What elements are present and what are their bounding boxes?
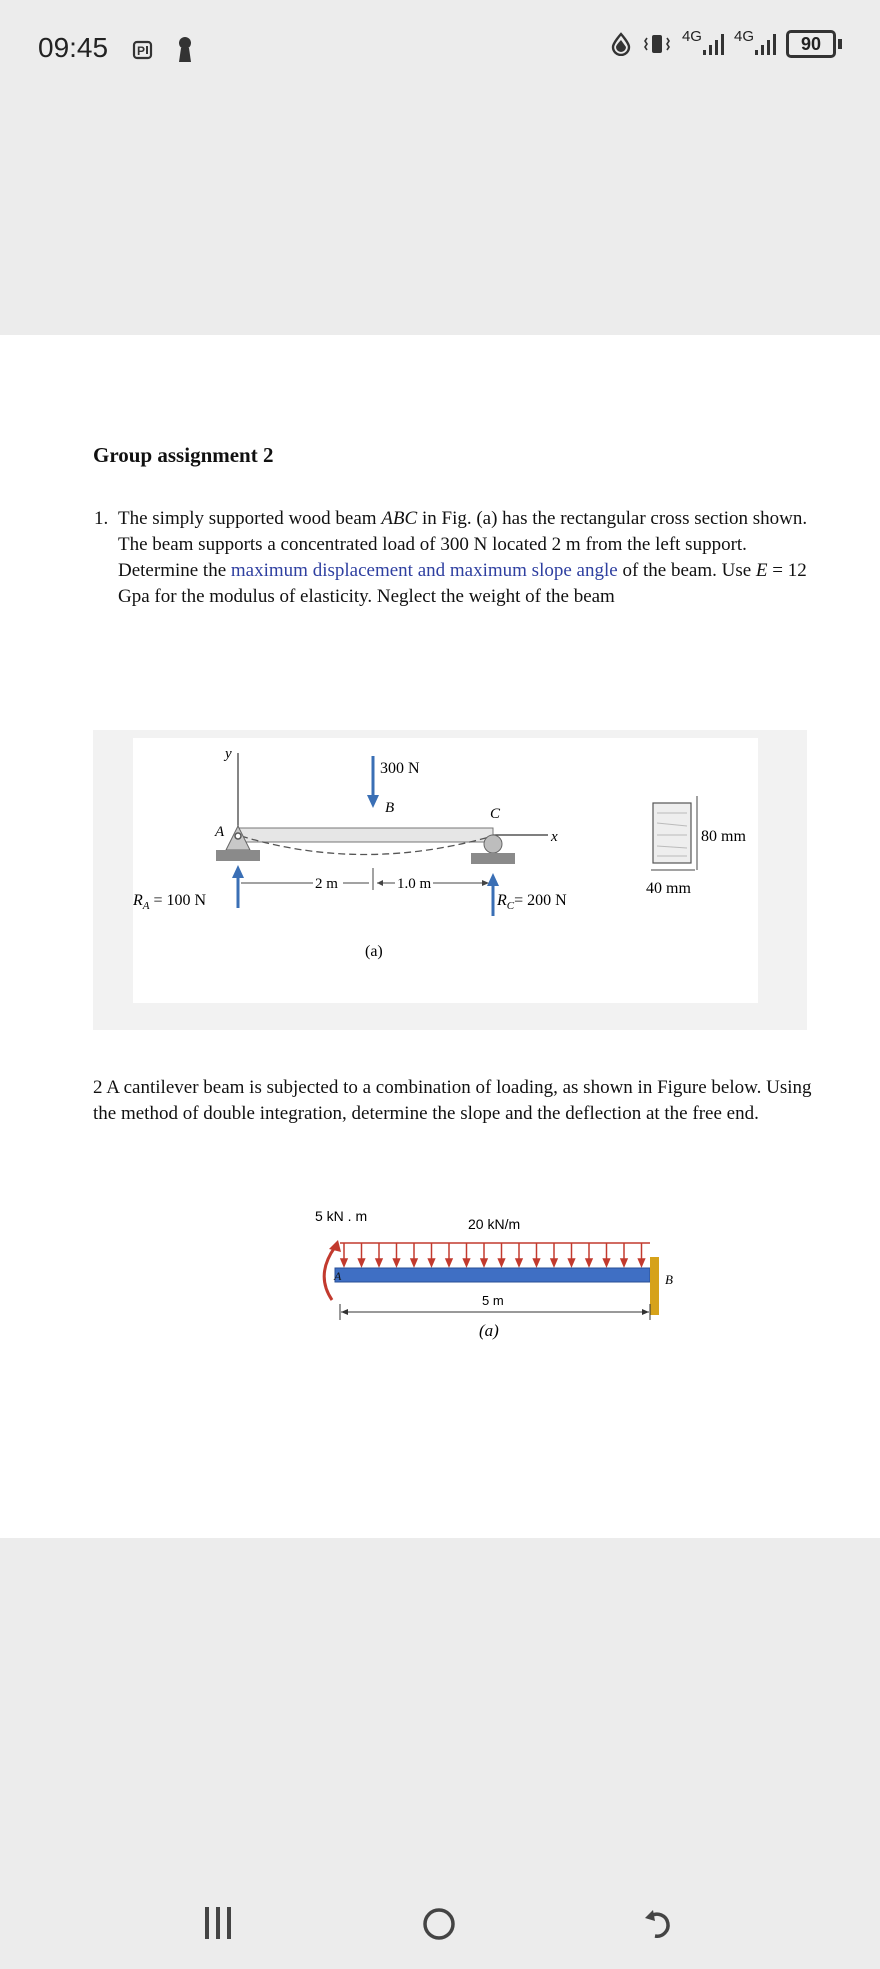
- network-type-2: 4G: [733, 27, 754, 45]
- q1-highlight: maximum displacement and maximum slope angle: [230, 560, 618, 581]
- navigation-bar: [0, 1875, 880, 1969]
- back-icon[interactable]: [643, 1906, 679, 1942]
- question-1: [94, 506, 808, 610]
- dim-left-label: 2 m: [315, 876, 338, 892]
- width-label: 40 mm: [646, 880, 691, 897]
- svg-text:P: P: [137, 44, 146, 58]
- document-page[interactable]: [0, 335, 880, 1538]
- label-c: C: [490, 806, 501, 822]
- q1-text-2: in Fig. (a) has the rectangular cross section shown. The beam supports a concentrated load of 300 N located 2 m from the left support.: [118, 508, 808, 555]
- distributed-load-label: 20 kN/m: [468, 1216, 521, 1232]
- battery-level: 90: [786, 30, 836, 58]
- label-y: y: [225, 746, 232, 762]
- figure-1-frame: [93, 730, 807, 1030]
- figure-2: [310, 1205, 690, 1355]
- cantilever-diagram: [310, 1205, 690, 1355]
- q1-text: The simply supported wood beam: [118, 508, 382, 529]
- q1-beam-name: ABC: [381, 508, 418, 529]
- distributed-load-arrows: [341, 1243, 645, 1266]
- battery-icon: [786, 30, 842, 58]
- q1-text-5: = 12 Gpa for the modulus of elasticity. Neglect the weight of the beam: [118, 560, 807, 607]
- signal-icon: [754, 32, 776, 56]
- ground-c: [471, 853, 515, 864]
- data-saver-icon: [132, 39, 154, 61]
- network-type-1: 4G: [681, 27, 702, 45]
- q1-text-3: Determine the: [118, 560, 231, 581]
- reaction-a-label: $R_A = 100$ N: [133, 892, 207, 912]
- recent-apps-icon[interactable]: [203, 1905, 233, 1941]
- figure-2-caption: (a): [479, 1321, 499, 1340]
- cross-section: [653, 803, 691, 863]
- document-title: Group assignment 2: [93, 443, 274, 467]
- label-a: A: [215, 824, 225, 840]
- ground-a: [216, 850, 260, 861]
- q1-text-4: of the beam. Use: [617, 560, 756, 581]
- moment-label: 5 kN . m: [315, 1208, 368, 1224]
- figure-1-caption: (a): [365, 943, 383, 960]
- label-b: B: [665, 1272, 673, 1287]
- label-b: B: [385, 800, 395, 816]
- dim-right-label: 1.0 m: [397, 876, 432, 892]
- load-label: 300 N: [380, 760, 420, 777]
- question-2: 2 A cantilever beam is subjected to a combination of loading, as shown in Figure below. Using the method of double integration, determine the slope and the deflection at the free end.: [93, 1077, 812, 1124]
- q1-e-symbol: E: [755, 560, 768, 581]
- length-label: 5 m: [482, 1293, 504, 1308]
- reaction-c-label: $R_C= 200$ N: [497, 892, 567, 912]
- signal-icon: [702, 32, 724, 56]
- vibrate-icon: [642, 32, 672, 56]
- roller-support-c: [484, 835, 502, 853]
- figure-1: [133, 738, 758, 1003]
- label-a: A: [334, 1269, 342, 1283]
- question-1-number: 1.: [94, 508, 109, 529]
- cantilever-beam: [335, 1268, 650, 1282]
- height-label: 80 mm: [701, 828, 746, 845]
- keyhole-icon: [176, 36, 194, 64]
- status-bar: [0, 0, 880, 100]
- beam: [238, 828, 493, 842]
- label-x: x: [551, 829, 558, 845]
- location-drop-icon: [610, 32, 632, 56]
- beam-diagram: [133, 738, 758, 1003]
- status-time: 09:45: [38, 32, 109, 63]
- fixed-support: [650, 1257, 659, 1315]
- home-icon[interactable]: [421, 1906, 457, 1942]
